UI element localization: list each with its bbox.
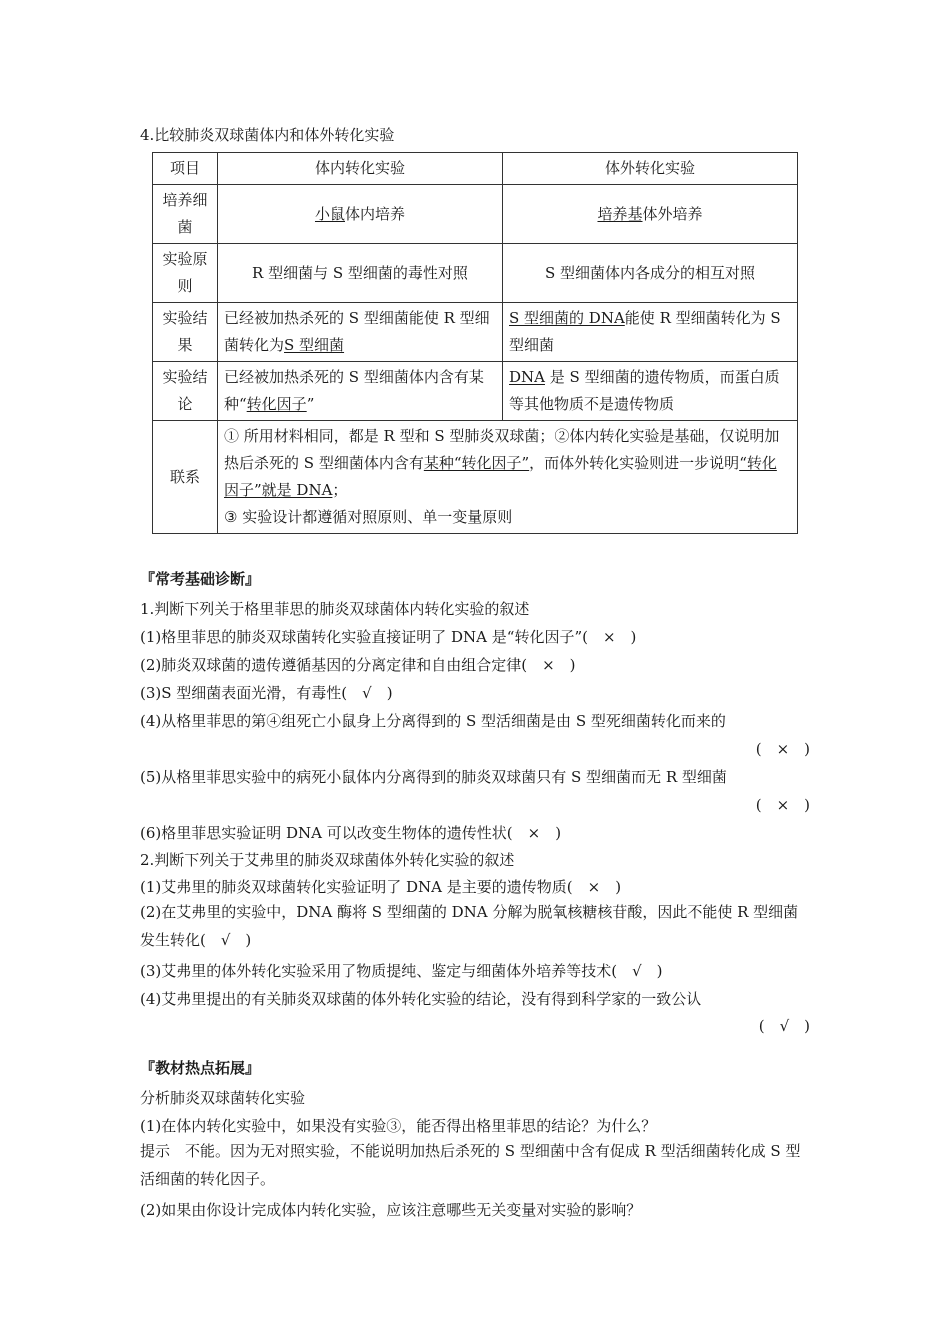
list-item: (2)肺炎双球菌的遗传遵循基因的分离定律和自由组合定律( × )	[140, 656, 576, 674]
answer-mark: ( × )	[755, 796, 810, 814]
q1-title: 1.判断下列关于格里菲思的肺炎双球菌体内转化实验的叙述	[140, 600, 530, 618]
row-label: 联系	[153, 421, 218, 534]
row-label: 实验结论	[153, 362, 218, 421]
answer-mark: ( √ )	[758, 1017, 810, 1035]
list-item: (5)从格里菲思实验中的病死小鼠体内分离得到的肺炎双球菌只有 S 型细菌而无 R 型细菌	[140, 768, 727, 786]
section-heading: 4.比较肺炎双球菌体内和体外转化实验	[140, 126, 395, 144]
list-item: (3)S 型细菌表面光滑，有毒性( √ )	[140, 684, 393, 702]
list-item: (6)格里菲思实验证明 DNA 可以改变生物体的遗传性状( × )	[140, 824, 562, 842]
list-item: (4)从格里菲思的第④组死亡小鼠身上分离得到的 S 型活细菌是由 S 型死细菌转化而来的	[140, 712, 726, 730]
cell: DNA 是 S 型细菌的遗传物质，而蛋白质等其他物质不是遗传物质	[503, 362, 798, 421]
ext-answer-1: 提示 不能。因为无对照实验，不能说明加热后杀死的 S 型细菌中含有促成 R 型活细菌转化成 S 型活细菌的转化因子。	[140, 1142, 801, 1188]
table-row	[153, 185, 798, 244]
list-item: (4)艾弗里提出的有关肺炎双球菌的体外转化实验的结论，没有得到科学家的一致公认	[140, 990, 702, 1008]
q2-title: 2.判断下列关于艾弗里的肺炎双球菌体外转化实验的叙述	[140, 851, 515, 869]
cell: 已经被加热杀死的 S 型细菌能使 R 型细菌转化为S 型细菌	[218, 303, 503, 362]
extension-title: 『教材热点拓展』	[140, 1059, 261, 1077]
cell: 培养基体外培养	[503, 185, 798, 244]
cell: S 型细菌体内各成分的相互对照	[503, 244, 798, 303]
header-item: 项目	[153, 153, 218, 185]
cell: S 型细菌的 DNA能使 R 型细菌转化为 S 型细菌	[503, 303, 798, 362]
row-label: 实验原则	[153, 244, 218, 303]
row-label: 培养细菌	[153, 185, 218, 244]
list-item: (1)艾弗里的肺炎双球菌转化实验证明了 DNA 是主要的遗传物质( × )	[140, 878, 622, 896]
answer-mark: ( × )	[755, 740, 810, 758]
table-row	[153, 421, 798, 534]
table-header-row	[153, 153, 798, 185]
row-label: 实验结果	[153, 303, 218, 362]
cell: 已经被加热杀死的 S 型细菌体内含有某种“转化因子”	[218, 362, 503, 421]
header-in-vitro: 体外转化实验	[503, 153, 798, 185]
table-row	[153, 303, 798, 362]
cell: R 型细菌与 S 型细菌的毒性对照	[218, 244, 503, 303]
table-row	[153, 362, 798, 421]
cell: ① 所用材料相同，都是 R 型和 S 型肺炎双球菌；②体内转化实验是基础，仅说明加热后杀死的 S 型细菌体内含有某种“转化因子”，而体外转化实验则进一步说明“转化因子”就是 DNA； ③ 实验设计都遵循对照原则、单一变量原则	[218, 421, 798, 534]
ext-question-2: (2)如果由你设计完成体内转化实验，应该注意哪些无关变量对实验的影响？	[140, 1201, 642, 1219]
ext-intro: 分析肺炎双球菌转化实验	[140, 1089, 306, 1107]
header-in-vivo: 体内转化实验	[218, 153, 503, 185]
ext-question-1: (1)在体内转化实验中，如果没有实验③，能否得出格里菲思的结论？为什么？	[140, 1117, 657, 1135]
table-row	[153, 244, 798, 303]
cell: 小鼠体内培养	[218, 185, 503, 244]
comparison-table	[152, 152, 798, 534]
diagnosis-title: 『常考基础诊断』	[140, 570, 261, 588]
list-item: (1)格里菲思的肺炎双球菌转化实验直接证明了 DNA 是“转化因子”( × )	[140, 628, 637, 646]
list-item: (3)艾弗里的体外转化实验采用了物质提纯、鉴定与细菌体外培养等技术( √ )	[140, 962, 663, 980]
list-item: (2)在艾弗里的实验中，DNA 酶将 S 型细菌的 DNA 分解为脱氧核糖核苷酸，因此不能使 R 型细菌发生转化( √ )	[140, 903, 799, 949]
